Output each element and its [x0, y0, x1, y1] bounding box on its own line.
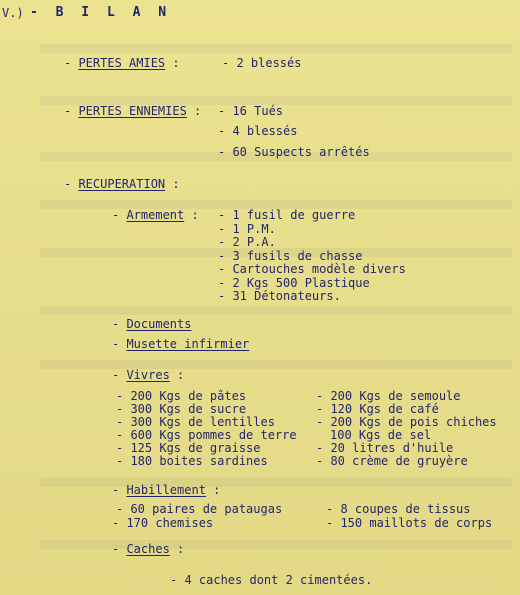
habillement-heading: - Habillement :: [112, 483, 221, 497]
vivres-right-item: - 200 Kgs de semoule: [316, 389, 461, 403]
armement-item: - 2 P.A.: [218, 235, 276, 249]
vivres-right-item: - 120 Kgs de café: [316, 402, 439, 416]
vivres-right-item: - 80 crème de gruyère: [316, 454, 468, 468]
pertes-ennemies-item: - 4 blessés: [218, 124, 298, 138]
vivres-left-item: - 300 Kgs de lentilles: [116, 415, 275, 429]
vivres-left-item: - 200 Kgs de pâtes: [116, 389, 247, 403]
armement-item: - 3 fusils de chasse: [218, 249, 363, 263]
vivres-left-item: - 300 Kgs de sucre: [116, 402, 247, 416]
musette-heading: - Musette infirmier: [112, 337, 250, 351]
section-number: V.): [2, 6, 24, 20]
bleed-through: [40, 44, 512, 53]
vivres-right-item: - 200 Kgs de pois chiches: [316, 415, 497, 429]
armement-heading: - Armement :: [112, 208, 199, 222]
pertes-amies-item: - 2 blessés: [222, 56, 302, 70]
recuperation-label: RECUPERATION: [78, 177, 166, 191]
habillement-label: Habillement: [126, 483, 206, 497]
habillement-right-item: - 8 coupes de tissus: [326, 502, 471, 516]
vivres-label: Vivres: [126, 368, 170, 382]
bleed-through: [40, 540, 512, 549]
bleed-through: [40, 478, 512, 487]
armement-item: - Cartouches modèle divers: [218, 262, 406, 276]
pertes-amies-heading: - PERTES AMIES :: [64, 56, 180, 70]
armement-item: - 31 Détonateurs.: [218, 289, 341, 303]
vivres-left-item: - 600 Kgs pommes de terre: [116, 428, 297, 442]
habillement-left-item: - 170 chemises: [112, 516, 214, 530]
bleed-through: [40, 360, 512, 369]
pertes-ennemies-label: PERTES ENNEMIES: [78, 104, 187, 118]
caches-label: Caches: [126, 542, 170, 556]
habillement-left-item: - 60 paires de pataugas: [116, 502, 283, 516]
musette-label: Musette infirmier: [126, 337, 250, 351]
vivres-right-item: - 20 litres d'huile: [316, 441, 454, 455]
pertes-ennemies-item: - 16 Tués: [218, 104, 284, 118]
armement-item: - 1 P.M.: [218, 222, 276, 236]
documents-heading: - Documents: [112, 317, 192, 331]
documents-label: Documents: [126, 317, 192, 331]
armement-item: - 1 fusil de guerre: [218, 208, 356, 222]
bleed-through: [40, 306, 512, 315]
vivres-left-item: - 180 boites sardines: [116, 454, 268, 468]
armement-label: Armement: [126, 208, 185, 222]
habillement-right-item: - 150 maillots de corps: [326, 516, 493, 530]
vivres-right-item: 100 Kgs de sel: [330, 428, 432, 442]
vivres-left-item: - 125 Kgs de graisse: [116, 441, 261, 455]
pertes-ennemies-heading: - PERTES ENNEMIES :: [64, 104, 202, 118]
vivres-heading: - Vivres :: [112, 368, 185, 382]
pertes-ennemies-item: - 60 Suspects arrêtés: [218, 145, 370, 159]
pertes-amies-label: PERTES AMIES: [78, 56, 166, 70]
recuperation-heading: - RECUPERATION :: [64, 177, 180, 191]
caches-heading: - Caches :: [112, 542, 185, 556]
section-title: - B I L A N: [30, 5, 172, 20]
armement-item: - 2 Kgs 500 Plastique: [218, 276, 370, 290]
caches-item: - 4 caches dont 2 cimentées.: [170, 573, 373, 587]
